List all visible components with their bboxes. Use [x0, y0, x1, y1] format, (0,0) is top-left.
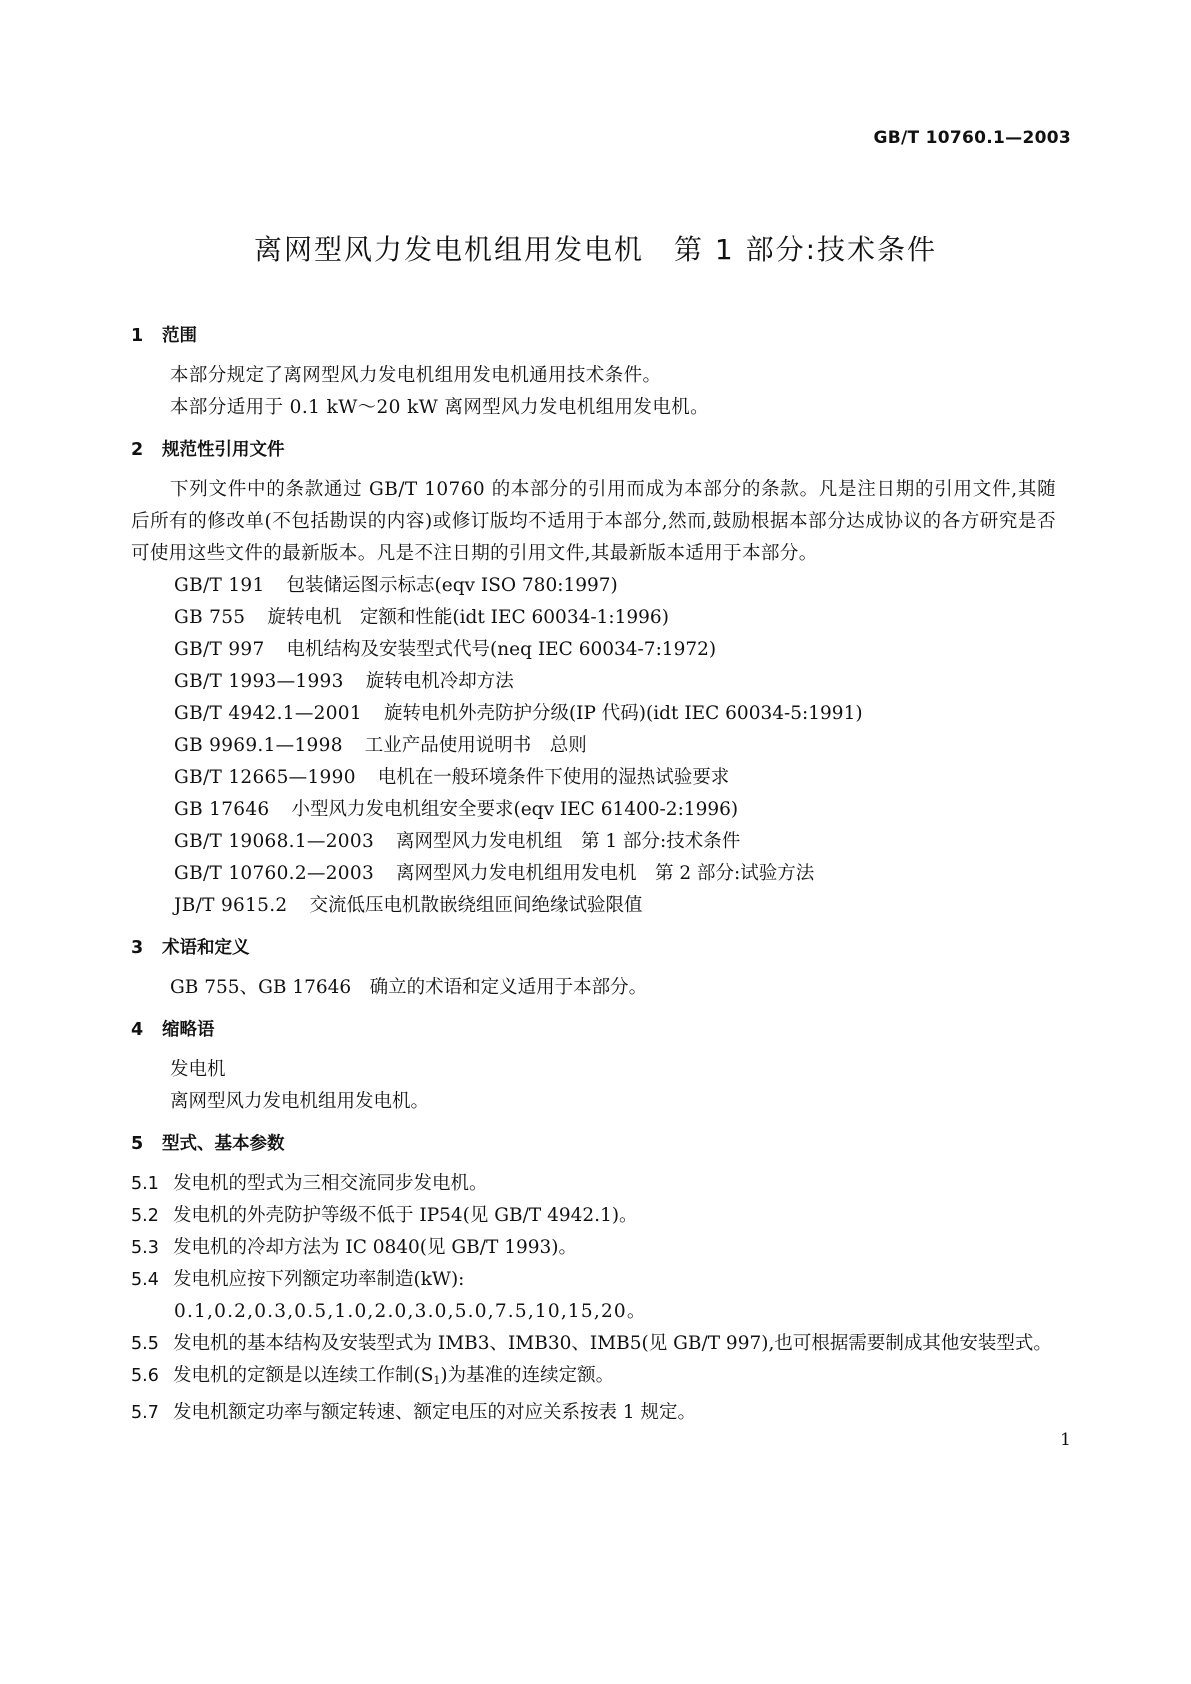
clause-number: 5.3: [131, 1238, 159, 1258]
reference-code: GB/T 997: [174, 639, 265, 660]
reference-title: 电机结构及安装型式代号(neq IEC 60034-7:1972): [286, 639, 717, 660]
reference-title: 旋转电机 定额和性能(idt IEC 60034-1:1996): [267, 607, 669, 628]
reference-item: [131, 890, 1056, 922]
section-number: 3: [131, 938, 144, 958]
reference-item: [131, 634, 1056, 666]
section-title: 范围: [162, 326, 197, 346]
clause-5-6: [131, 1360, 1056, 1397]
section-title: 型式、基本参数: [162, 1134, 285, 1154]
clause-number: 5.6: [131, 1366, 159, 1386]
duty-subscript: 1: [433, 1374, 441, 1387]
clause-5-3: [131, 1232, 1056, 1264]
reference-item: [131, 794, 1056, 826]
clause-5-1: [131, 1168, 1056, 1200]
document-body: [131, 322, 1056, 1429]
reference-item: [131, 826, 1056, 858]
reference-item: [131, 666, 1056, 698]
reference-title: 旋转电机冷却方法: [365, 671, 514, 692]
paragraph: 本部分适用于 0.1 kW～20 kW 离网型风力发电机组用发电机。: [170, 397, 710, 418]
section-number: 5: [131, 1134, 144, 1154]
reference-item: [131, 730, 1056, 762]
page-number: 1: [1060, 1430, 1071, 1450]
section-number: 1: [131, 326, 144, 346]
document-title: 离网型风力发电机组用发电机 第 1 部分:技术条件: [253, 233, 938, 266]
reference-code: GB/T 1993—1993: [174, 671, 344, 692]
section-number: 4: [131, 1020, 144, 1040]
clause-text-continued: )为基准的连续定额。: [440, 1365, 615, 1386]
clause-number: 5.4: [131, 1270, 159, 1290]
paragraph: GB 755、GB 17646 确立的术语和定义适用于本部分。: [170, 977, 648, 998]
reference-code: GB 17646: [174, 799, 270, 820]
clause-5-5: [131, 1328, 1056, 1360]
reference-code: JB/T 9615.2: [174, 895, 288, 916]
reference-code: GB/T 10760.2—2003: [174, 863, 375, 884]
reference-title: 旋转电机外壳防护分级(IP 代码)(idt IEC 60034-5:1991): [383, 703, 863, 724]
clause-text: 发电机的定额是以连续工作制(S: [173, 1365, 434, 1386]
section-number: 2: [131, 440, 144, 460]
section-title: 规范性引用文件: [162, 440, 285, 460]
reference-title: 工业产品使用说明书 总则: [364, 735, 587, 756]
section-2-heading: [131, 436, 1056, 464]
clause-text: 发电机应按下列额定功率制造(kW):: [173, 1269, 465, 1290]
clause-5-2: [131, 1200, 1056, 1232]
reference-item: [131, 762, 1056, 794]
clause-number: 5.2: [131, 1206, 159, 1226]
clause-5-4: [131, 1264, 1056, 1296]
reference-code: GB 9969.1—1998: [174, 735, 343, 756]
reference-item: [131, 698, 1056, 730]
reference-title: 小型风力发电机组安全要求(eqv IEC 61400-2:1996): [291, 799, 739, 820]
reference-title: 离网型风力发电机组 第 1 部分:技术条件: [396, 831, 741, 852]
reference-title: 离网型风力发电机组用发电机 第 2 部分:试验方法: [396, 863, 815, 884]
clause-number: 5.7: [131, 1403, 159, 1423]
abbreviation-term: 发电机: [170, 1059, 226, 1080]
section-4-heading: [131, 1016, 1056, 1044]
section-3-heading: [131, 934, 1056, 962]
reference-code: GB/T 4942.1—2001: [174, 703, 362, 724]
clause-5-7: [131, 1397, 1056, 1429]
reference-item: [131, 858, 1056, 890]
clause-text: 发电机的型式为三相交流同步发电机。: [173, 1173, 488, 1194]
clause-number: 5.5: [131, 1334, 159, 1354]
abbreviation-definition: 离网型风力发电机组用发电机。: [170, 1091, 430, 1112]
section-1-heading: [131, 322, 1056, 350]
section-title: 术语和定义: [162, 938, 250, 958]
clause-text: 发电机的基本结构及安装型式为 IMB3、IMB30、IMB5(见 GB/T 997),也可根据需要制成其他安装型式。: [173, 1333, 1052, 1354]
paragraph: 下列文件中的条款通过 GB/T 10760 的本部分的引用而成为本部分的条款。凡是注日期的引用文件,其随后所有的修改单(不包括勘误的内容)或修订版均不适用于本部分,然而,鼓励根据本部分达成协议的各方研究是否可使用这些文件的最新版本。凡是不注日期的引用文件,其最新版本适用于本部分。: [131, 479, 1056, 564]
reference-title: 包装储运图示标志(eqv ISO 780:1997): [286, 575, 618, 596]
section-5-heading: [131, 1130, 1056, 1158]
reference-item: [131, 602, 1056, 634]
paragraph: 本部分规定了离网型风力发电机组用发电机通用技术条件。: [170, 365, 662, 386]
section-title: 缩略语: [162, 1020, 215, 1040]
standard-code: GB/T 10760.1—2003: [873, 128, 1071, 148]
clause-text: 发电机额定功率与额定转速、额定电压的对应关系按表 1 规定。: [173, 1402, 697, 1423]
reference-title: 电机在一般环境条件下使用的湿热试验要求: [377, 767, 730, 788]
reference-title: 交流低压电机散嵌绕组匝间绝缘试验限值: [309, 895, 643, 916]
clause-number: 5.1: [131, 1174, 159, 1194]
clause-text: 发电机的冷却方法为 IC 0840(见 GB/T 1993)。: [173, 1237, 578, 1258]
reference-code: GB/T 191: [174, 575, 265, 596]
reference-code: GB/T 19068.1—2003: [174, 831, 375, 852]
clause-text: 发电机的外壳防护等级不低于 IP54(见 GB/T 4942.1)。: [173, 1205, 638, 1226]
rated-power-values: 0.1,0.2,0.3,0.5,1.0,2.0,3.0,5.0,7.5,10,15,20。: [174, 1301, 647, 1322]
reference-code: GB/T 12665—1990: [174, 767, 356, 788]
reference-code: GB 755: [174, 607, 246, 628]
reference-item: [131, 570, 1056, 602]
